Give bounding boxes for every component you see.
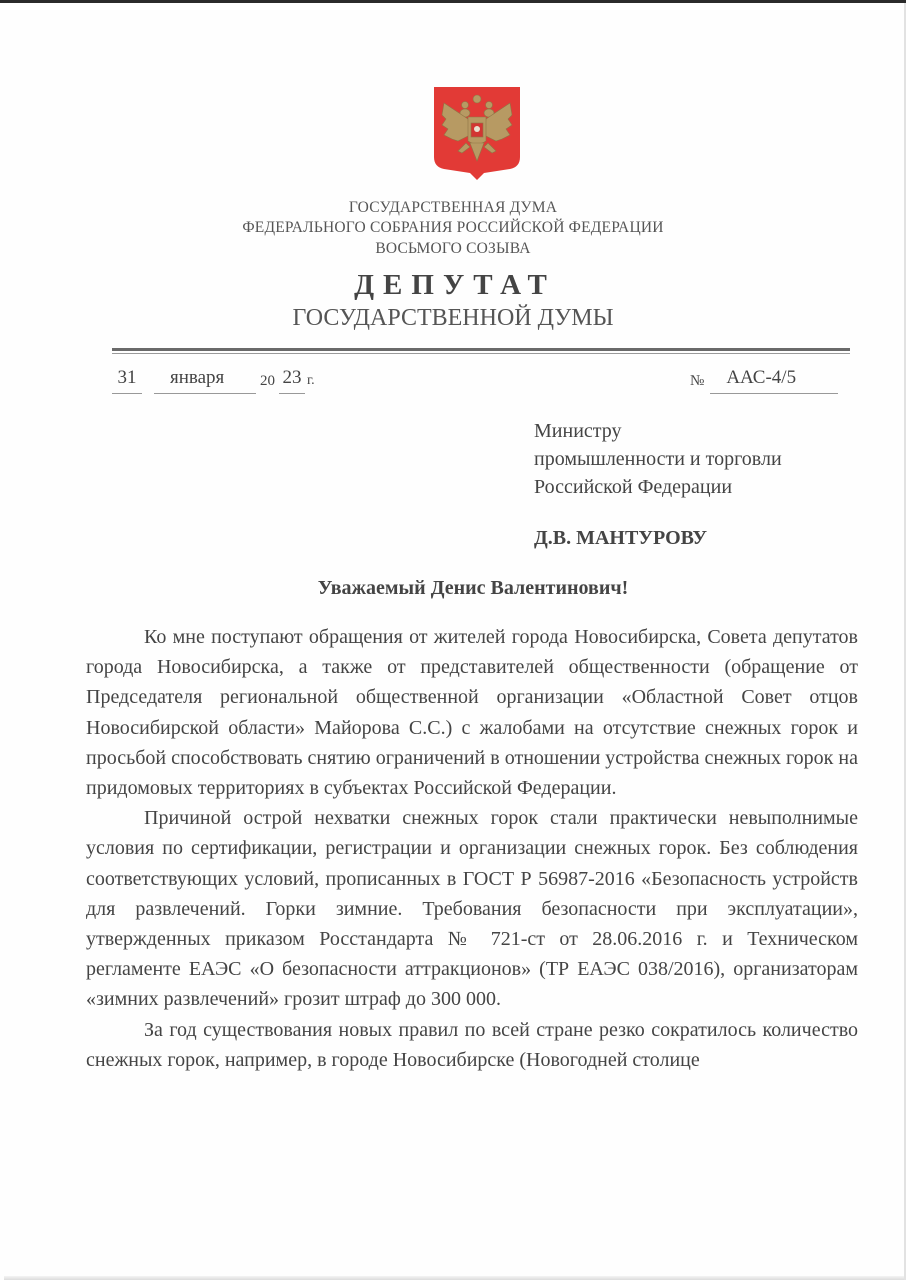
addressee-name: Д.В. МАНТУРОВУ xyxy=(534,527,708,549)
addressee-line: Министру xyxy=(534,420,622,442)
addressee-line: промышленности и торговли xyxy=(534,448,782,470)
scan-top-border xyxy=(0,0,906,3)
date-year-suffix: 23 xyxy=(279,366,305,394)
outgoing-number: ААС-4/5 xyxy=(710,366,838,394)
body-paragraph: Ко мне поступают обращения от жителей города Новосибирска, Совета депутатов города Новосибирска, а также от представителей общественности (обращение от Председателя региональной общественной организации «Областной Совет отцов Новосибирской области» Майорова С.С.) с жалобами на отсутствие снежных горок и просьбой способствовать снятию ограничений в отношении устройства снежных горок на придомовых территориях в субъектах Российской Федерации. xyxy=(86,626,858,800)
salutation: Уважаемый Денис Валентинович! xyxy=(317,577,629,599)
addressee-line: Российской Федерации xyxy=(534,476,733,498)
letterhead-line-convocation: ВОСЬМОГО СОЗЫВА xyxy=(375,240,531,257)
letterhead-rule-thick xyxy=(112,348,850,351)
letterhead-line-federal-assembly: ФЕДЕРАЛЬНОГО СОБРАНИЯ РОССИЙСКОЙ ФЕДЕРАЦИИ xyxy=(242,219,664,236)
letterhead-rule-thin xyxy=(112,353,850,354)
date-year-abbr: г. xyxy=(307,373,315,388)
letterhead-title: ДЕПУТАТ xyxy=(354,269,556,301)
addressee-block xyxy=(534,417,782,501)
scan-bottom-edge xyxy=(4,1276,904,1280)
outgoing-number-field xyxy=(690,362,838,394)
date-month: января xyxy=(154,366,256,394)
russian-coat-of-arms-icon xyxy=(432,85,522,181)
date-year-prefix: 20 xyxy=(260,373,275,389)
letter-body xyxy=(86,622,858,1075)
letterhead-line-duma: ГОСУДАРСТВЕННАЯ ДУМА xyxy=(348,199,558,216)
body-paragraph: За год существования новых правил по всей стране резко сократилось количество снежных горок, например, в городе Новосибирске (Новогодней столице xyxy=(86,1018,858,1071)
letterhead-subtitle: ГОСУДАРСТВЕННОЙ ДУМЫ xyxy=(292,305,614,331)
date-day: 31 xyxy=(112,366,142,394)
date-field xyxy=(112,362,315,394)
number-label: № xyxy=(690,373,705,389)
body-paragraph: Причиной острой нехватки снежных горок стали практически невыполнимые условия по сертификации, регистрации и организации снежных горок. Без соблюдения соответствующих условий, прописанных в ГОСТ Р 56987-2016 «Безопасность устройств для развлечений. Горки зимние. Требования безопасности при эксплуатации», утвержденных приказом Росстандарта № 721-ст от 28.06.2016 г. и Техническом регламенте ЕАЭС «О безопасности аттракционов» (ТР ЕАЭС 038/2016), организаторам «зимних развлечений» грозит штраф до 300 000. xyxy=(86,807,858,1011)
